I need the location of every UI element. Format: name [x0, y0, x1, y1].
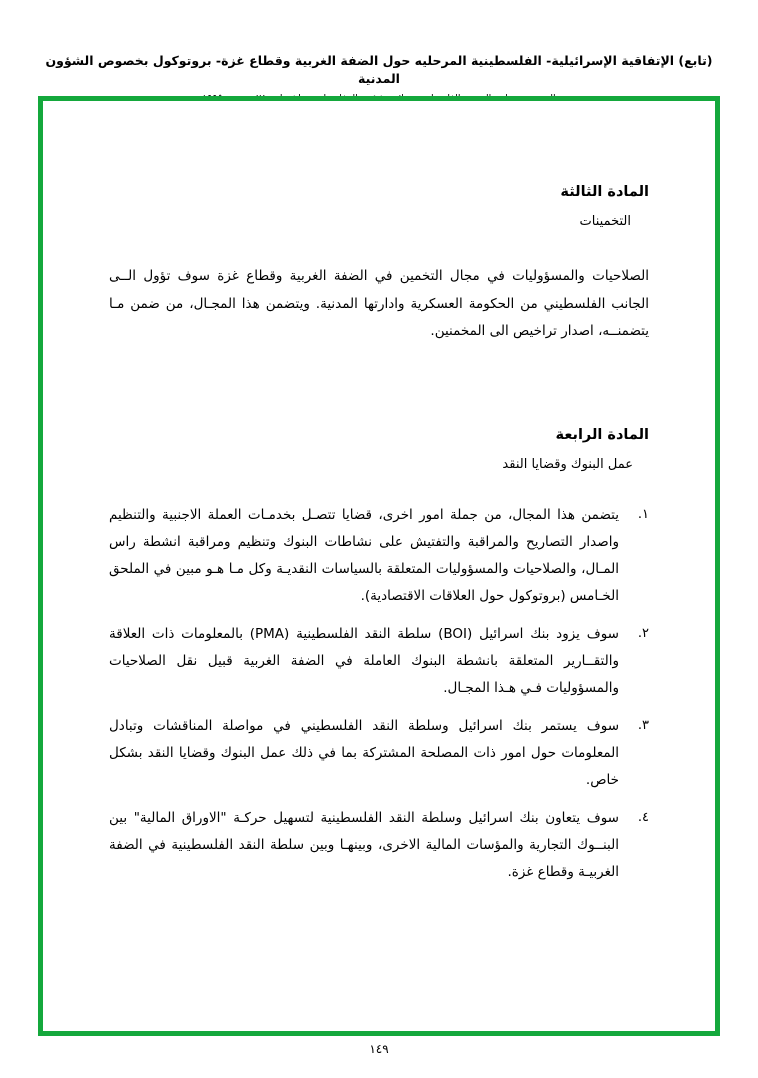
list-item: [109, 621, 649, 702]
list-item-text: يتضمن هذا المجال، من جملة امور اخرى، قضايا تتصـل بخدمـات العملة الاجنبية والتنظيم واصدار التصاريح والمراقبة والتفتيش على نشاطات البنوك وتنظيم ومراقبة انشطة راس المـال، والصلاحيات والمسؤوليات المتعلقة بالسياسات النقديـة وكل مـا هـو مبين في الملحق الخـامس (بروتوكول حول العلاقات الاقتصادية).: [109, 506, 619, 604]
list-item-text: سوف يستمر بنك اسرائيل وسلطة النقد الفلسطيني في مواصلة المناقشات وتبادل المعلومات حول امور ذات المصلحة المشتركة بما في ذلك عمل البنوك وقضايا النقد بشكل خاص.: [109, 717, 619, 788]
document-content: [43, 101, 715, 1031]
list-item: [109, 502, 649, 610]
article-three-heading: المادة الثالثة: [560, 184, 649, 200]
green-border-frame: [38, 96, 720, 1036]
article-four-list: [109, 502, 649, 886]
header-title: (تابع) الإتفاقية الإسرائيلية- الفلسطينية المرحليه حول الضفة الغربية وقطاع غزة- بروتوكول بخصوص الشؤون المدنية: [45, 53, 713, 86]
list-item-text: سوف يتعاون بنك اسرائيل وسلطة النقد الفلسطينية لتسهيل حركـة "الاوراق المالية" بين البنــوك التجارية والمؤسات المالية الاخرى، وبينهـا وبين سلطة النقد الفلسطينية في الضفة الغربيـة وقطاع غزة.: [109, 809, 619, 880]
list-item-marker: ٢.: [637, 625, 649, 641]
page-number: ١٤٩: [369, 1042, 389, 1056]
section-article-three: [109, 181, 649, 346]
article-four-heading: المادة الرابعة: [555, 427, 649, 443]
list-item: [109, 805, 649, 886]
list-item-marker: ١.: [637, 506, 649, 522]
list-item-text: سوف يزود بنك اسرائيل (BOI) سلطة النقد الفلسطينية (PMA) بالمعلومات ذات العلاقة والتقــارير المتعلقة بانشطة البنوك العاملة في الضفة الغربية قبيل نقل الصلاحيات والمسؤوليات فـي هـذا المجـال.: [109, 625, 619, 696]
list-item: [109, 713, 649, 794]
list-item-marker: ٣.: [637, 717, 649, 733]
article-four-subheading: عمل البنوك وقضايا النقد: [502, 457, 633, 473]
page-footer: [0, 1042, 758, 1056]
section-article-four: [109, 424, 649, 886]
list-item-marker: ٤.: [637, 809, 649, 825]
article-three-paragraph: الصلاحيات والمسؤوليات في مجال التخمين في الضفة الغربية وقطاع غزة سوف تؤول الــى الجانب الفلسطيني من الحكومة العسكرية وادارتها المدنية. ويتضمن هذا المجـال، من ضمن مـا يتضمنــه، اصدار تراخيص الى المخمنين.: [109, 267, 649, 340]
article-three-subheading: التخمينات: [579, 214, 631, 230]
